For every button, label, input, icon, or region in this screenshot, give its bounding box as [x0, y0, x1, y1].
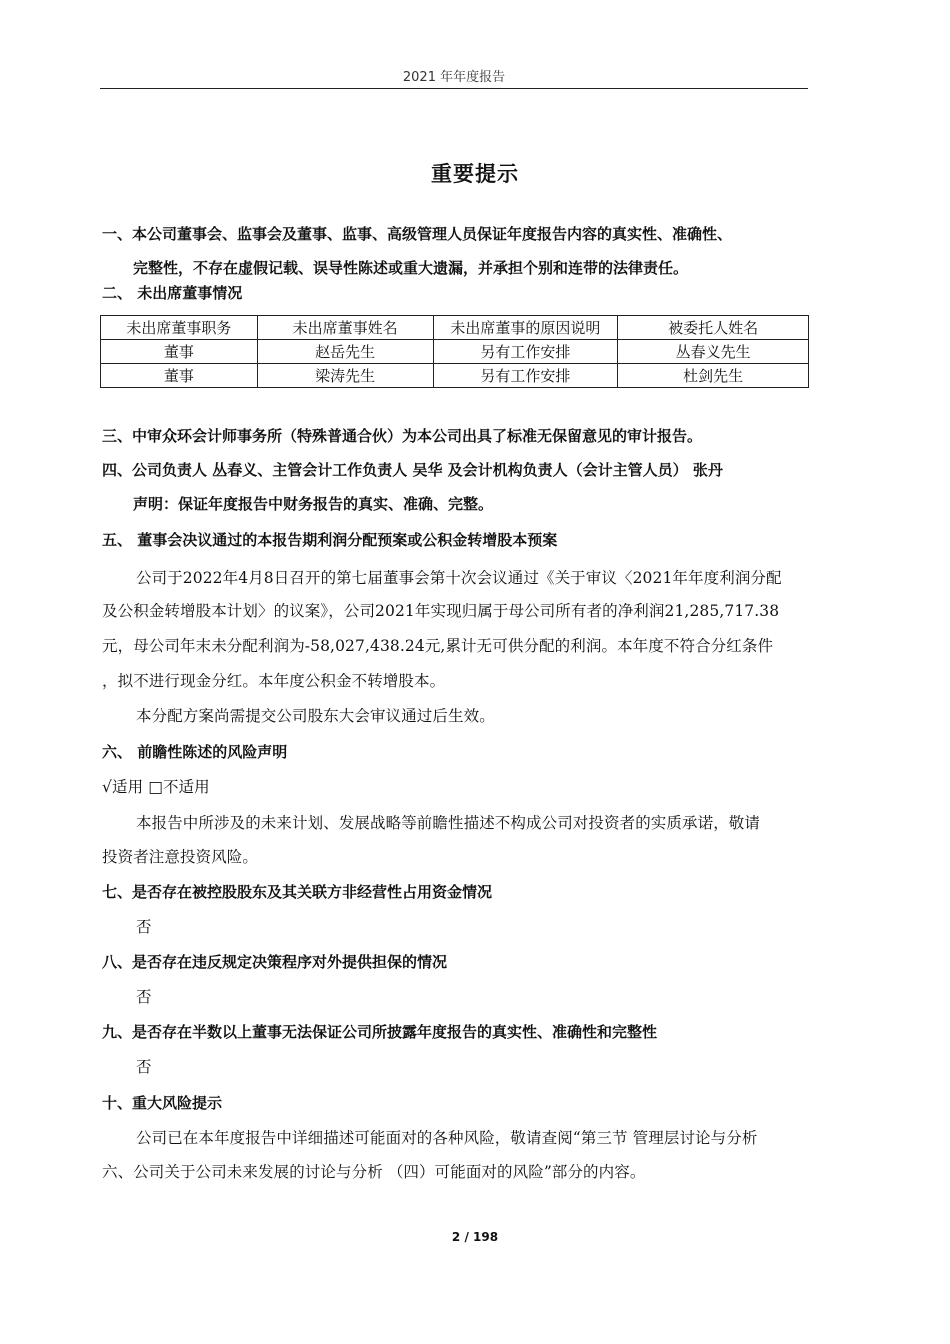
table-cell: 另有工作安排: [433, 340, 618, 364]
table-cell: 杜剑先生: [618, 364, 809, 388]
risk-paragraph-line: 六、公司关于公司未来发展的讨论与分析 （四）可能面对的风险”部分的内容。: [102, 1163, 646, 1181]
section-4-line-2: 声明：保证年度报告中财务报告的真实、准确、完整。: [133, 495, 494, 513]
table-header-cell: 未出席董事姓名: [257, 316, 433, 340]
table-cell: 另有工作安排: [433, 364, 618, 388]
table-cell: 董事: [101, 364, 258, 388]
section-4-line-1: 四、公司负责人 丛春义、主管会计工作负责人 吴华 及会计机构负责人（会计主管人员） 张丹: [102, 461, 723, 479]
section-9-answer: 否: [136, 1058, 152, 1076]
forward-looking-paragraph-line: 投资者注意投资风险。: [102, 848, 259, 866]
section-10-heading: 十、重大风险提示: [102, 1094, 223, 1112]
table-header-cell: 未出席董事职务: [101, 316, 258, 340]
header-rule: [100, 88, 808, 89]
section-8-heading: 八、是否存在违反规定决策程序对外提供担保的情况: [102, 953, 448, 971]
table-cell: 丛春义先生: [618, 340, 809, 364]
section-7-answer: 否: [136, 918, 152, 936]
table-cell: 梁涛先生: [257, 364, 433, 388]
section-5-heading: 五、 董事会决议通过的本报告期利润分配预案或公积金转增股本预案: [102, 531, 558, 549]
profit-distribution-paragraph-line: 公司于2022年4月8日召开的第七届董事会第十次会议通过《关于审议〈2021年年度利润分配: [136, 569, 782, 587]
section-8-answer: 否: [136, 988, 152, 1006]
section-3-line-1: 三、中审众环会计师事务所（特殊普通合伙）为本公司出具了标准无保留意见的审计报告。: [102, 427, 703, 445]
section-1-line-1: 一、本公司董事会、监事会及董事、监事、高级管理人员保证年度报告内容的真实性、准确性、: [102, 225, 733, 243]
absent-directors-table: [100, 315, 809, 388]
profit-distribution-paragraph-line: ，拟不进行现金分红。本年度公积金不转增股本。: [102, 672, 446, 690]
section-6-heading: 六、 前瞻性陈述的风险声明: [102, 743, 288, 761]
table-row: [101, 340, 809, 364]
table-cell: 赵岳先生: [257, 340, 433, 364]
table-header-row: [101, 316, 809, 340]
section-9-heading: 九、是否存在半数以上董事无法保证公司所披露年度报告的真实性、准确性和完整性: [102, 1023, 658, 1041]
forward-looking-paragraph-line: 本报告中所涉及的未来计划、发展战略等前瞻性描述不构成公司对投资者的实质承诺，敬请: [136, 814, 761, 832]
risk-paragraph-line: 公司已在本年度报告中详细描述可能面对的各种风险，敬请查阅“第三节 管理层讨论与分析: [136, 1129, 758, 1147]
page-number: 2 / 198: [451, 1230, 499, 1244]
profit-distribution-paragraph-line: 元，母公司年末未分配利润为-58,027,438.24元,累计无可供分配的利润。本年度不符合分红条件: [102, 637, 774, 655]
section-1-line-2: 完整性，不存在虚假记载、误导性陈述或重大遗漏，并承担个别和连带的法律责任。: [133, 259, 689, 277]
page-title: 重要提示: [431, 162, 519, 186]
section-7-heading: 七、是否存在被控股股东及其关联方非经营性占用资金情况: [102, 883, 493, 901]
distribution-approval-note: 本分配方案尚需提交公司股东大会审议通过后生效。: [136, 707, 495, 725]
table-row: [101, 364, 809, 388]
table-cell: 董事: [101, 340, 258, 364]
applicable-checkbox-line: √适用 □不适用: [102, 778, 210, 796]
running-header: 2021 年年度报告: [402, 70, 506, 85]
table-header-cell: 被委托人姓名: [618, 316, 809, 340]
profit-distribution-paragraph-line: 及公积金转增股本计划〉的议案》，公司2021年实现归属于母公司所有者的净利润21,285,717.38: [102, 602, 780, 620]
section-2-heading: 二、 未出席董事情况: [102, 284, 243, 302]
table-header-cell: 未出席董事的原因说明: [433, 316, 618, 340]
